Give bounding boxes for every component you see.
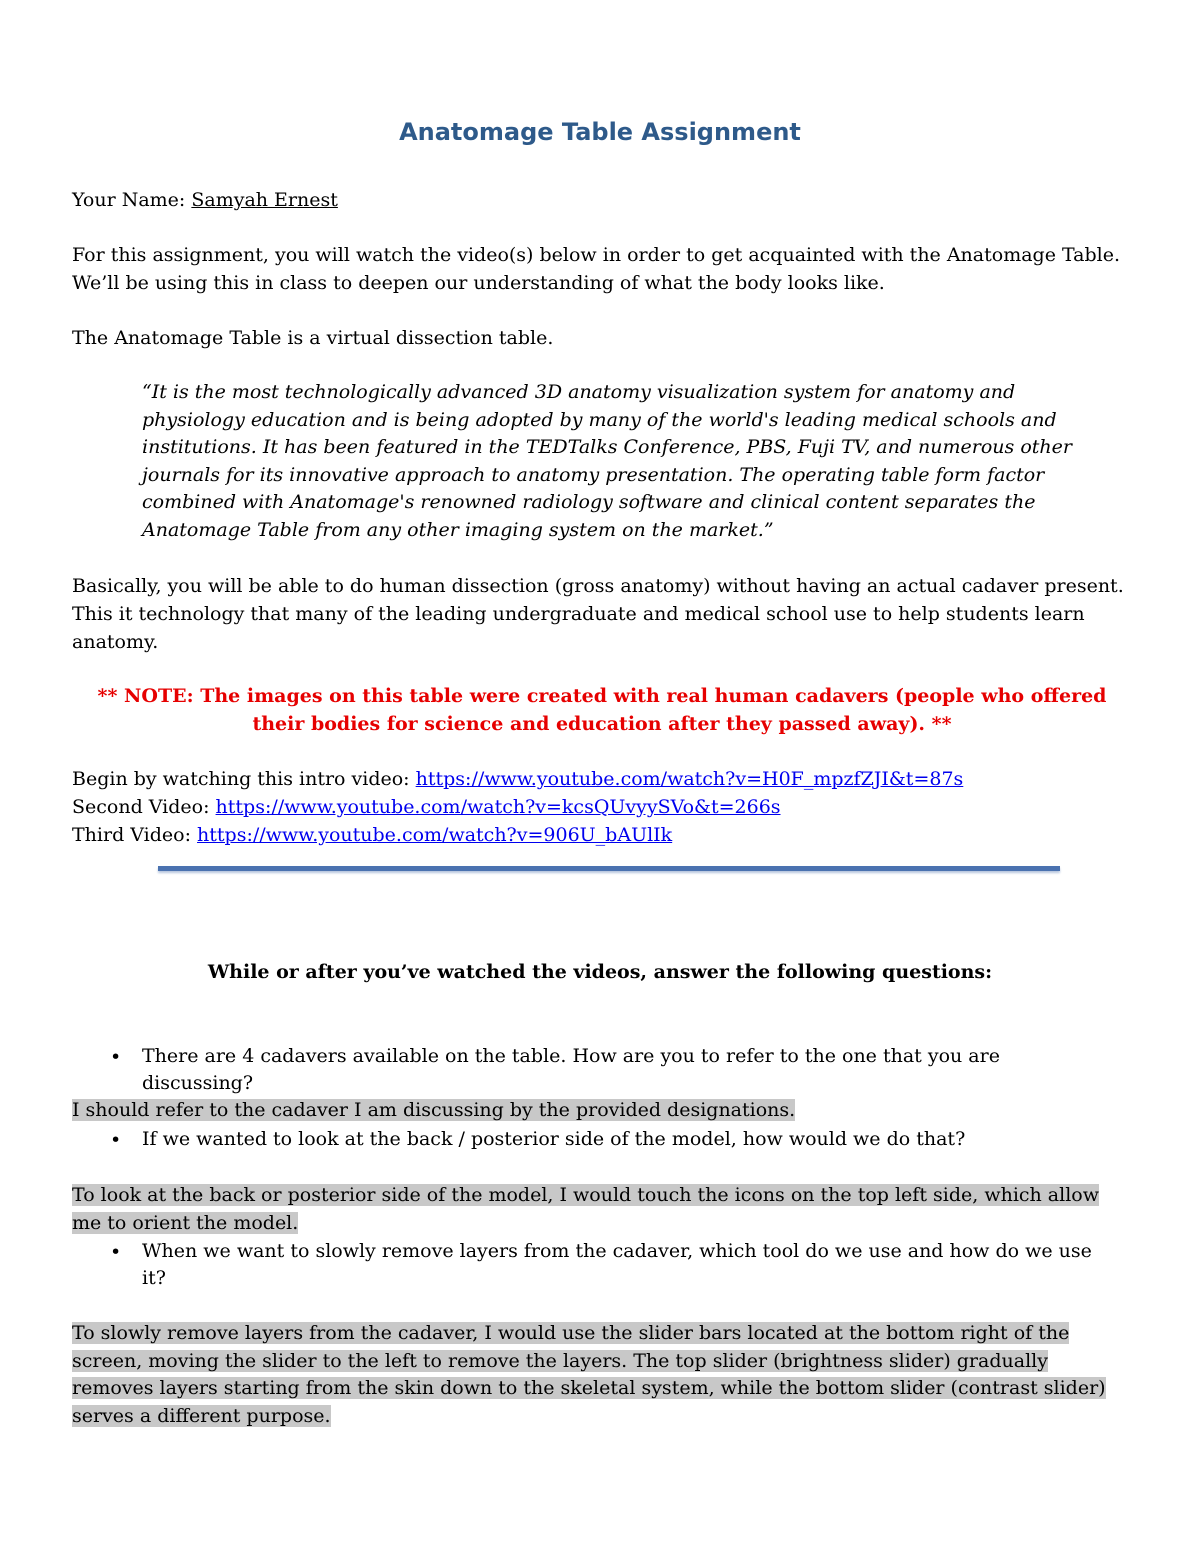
video-label-1: Begin by watching this intro video: <box>72 768 410 790</box>
answer-3-text: To slowly remove layers from the cadaver, I would use the slider bars located at the bottom right of the screen, moving the slider to the left to remove the layers. The top slider (brightness slider) gradually removes layers starting from the skin down to the skeletal system, while the bottom slider (contrast slider) serves a different purpose. <box>72 1322 1106 1427</box>
name-label: Your Name: <box>72 189 186 211</box>
question-1: There are 4 cadavers available on the table. How are you to refer to the one that you are discussing? <box>142 1045 1000 1094</box>
name-value: Samyah Ernest <box>191 189 338 211</box>
intro-paragraph: For this assignment, you will watch the video(s) below in order to get acquainted with the Anatomage Table. We’ll be using this in class to deepen our understanding of what the body looks like. <box>72 244 1121 294</box>
answer-2-text: To look at the back or posterior side of the model, I would touch the icons on the top left side, which allow me to orient the model. <box>72 1184 1099 1234</box>
bullet-icon: • <box>110 1241 122 1263</box>
video-link-2[interactable]: https://www.youtube.com/watch?v=kcsQUvyySVo&t=266s <box>215 796 781 818</box>
page-title: Anatomage Table Assignment <box>399 118 801 146</box>
video-label-3: Third Video: <box>72 824 191 846</box>
video-link-3[interactable]: https://www.youtube.com/watch?v=906U_bAUlIk <box>197 824 673 846</box>
answer-1 <box>72 1097 1122 1125</box>
questions-heading: While or after you’ve watched the videos, answer the following questions: <box>207 961 993 983</box>
quote-block: “It is the most technologically advanced 3D anatomy visualization system for anatomy and physiology education and is being adopted by many of the world's leading medical schools and institutions. It has been featured in the TEDTalks Conference, PBS, Fuji TV, and numerous other journals for its innovative approach to anatomy presentation. The operating table form factor combined with Anatomage's renowned radiology software and clinical content separates the Anatomage Table from any other imaging system on the market.” <box>142 381 1072 541</box>
note-paragraph: ** NOTE: The images on this table were created with real human cadavers (people who offered their bodies for science and education after they passed away). ** <box>97 685 1107 735</box>
answer-1-text: I should refer to the cadaver I am discussing by the provided designations. <box>72 1099 796 1121</box>
basically-paragraph: Basically, you will be able to do human dissection (gross anatomy) without having an actual cadaver present. This it technology that many of the leading undergraduate and medical school use to help students learn anatomy. <box>72 575 1124 653</box>
answer-3 <box>72 1320 1122 1430</box>
definition-paragraph: The Anatomage Table is a virtual dissection table. <box>72 327 554 349</box>
name-line <box>72 186 338 214</box>
question-2: If we wanted to look at the back / posterior side of the model, how would we do that? <box>142 1128 966 1150</box>
video-label-2: Second Video: <box>72 796 210 818</box>
horizontal-divider <box>158 866 1060 871</box>
answer-2 <box>72 1182 1122 1237</box>
bullet-icon: • <box>110 1129 122 1151</box>
question-3: When we want to slowly remove layers from the cadaver, which tool do we use and how do we use it? <box>142 1240 1092 1289</box>
video-line-1 <box>72 765 963 793</box>
video-line-3 <box>72 821 672 849</box>
video-link-1[interactable]: https://www.youtube.com/watch?v=H0F_mpzfZJI&t=87s <box>415 768 964 790</box>
bullet-icon: • <box>110 1046 122 1068</box>
video-line-2 <box>72 793 781 821</box>
